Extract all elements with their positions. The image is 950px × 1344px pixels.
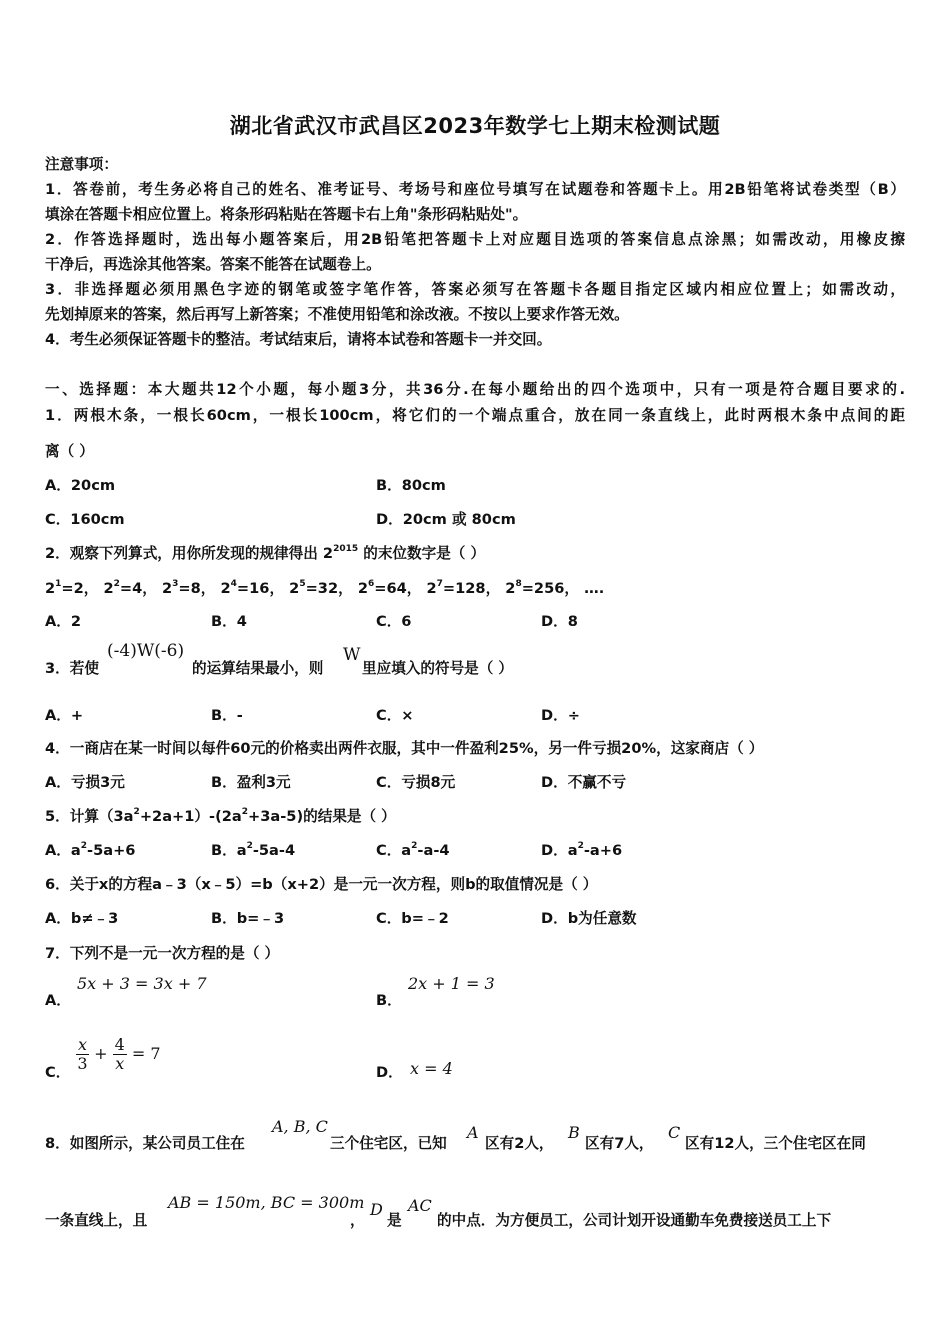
- seq-term: $2^6=64$，: [357, 579, 422, 597]
- seq-term: $2^8=256$，: [505, 579, 579, 597]
- seq-term: $2^7=128$，: [426, 579, 501, 597]
- q8-line2-b: ，: [350, 1212, 365, 1229]
- seq-term: $2^5=32$，: [289, 579, 353, 597]
- q8-A: A: [467, 1123, 479, 1142]
- q8-text-4: 区有7人，: [585, 1135, 654, 1152]
- q6-option-c: C．b=﹣2: [376, 910, 449, 927]
- q5-stem: 5．计算$(3a^2+2a+1)-(2a^2+3a-5)$的结果是（ ）: [45, 807, 396, 825]
- q2-exponent: 2015: [333, 544, 359, 554]
- q2-option-a: A．2: [45, 613, 82, 630]
- q8-line2-c: 是: [387, 1212, 402, 1229]
- seq-term: $2^1=2$，: [45, 579, 99, 597]
- q8-condition: AB = 150m, BC = 300m: [168, 1193, 365, 1212]
- q8-text-1: 8．如图所示，某公司员工住在: [45, 1135, 245, 1152]
- q3-w-symbol: W: [343, 645, 361, 665]
- q3-option-d: D．÷: [541, 707, 580, 724]
- section-heading: 一、选择题：本大题共12个小题，每小题3分，共36分.在每小题给出的四个选项中，只有一项是符合题目要求的.: [45, 381, 905, 398]
- seq-term: $2^3=8$，: [162, 579, 216, 597]
- notice-line-1: 1．答卷前，考生务必将自己的姓名、准考证号、考场号和座位号填写在试题卷和答题卡上。用2B铅笔将试卷类型（B）: [45, 181, 905, 198]
- q5-option-d: D．$a^2-a+6$: [541, 841, 623, 859]
- q3-expression: (-4)W(-6): [107, 641, 185, 661]
- q8-text-3: 区有2人，: [485, 1135, 554, 1152]
- q2-option-c: C．6: [376, 613, 412, 630]
- notice-line-2: 填涂在答题卡相应位置上。将条形码粘贴在答题卡右上角"条形码粘贴处"。: [45, 206, 528, 223]
- q3-option-c: C．×: [376, 707, 414, 724]
- seq-term: $2^4=16$，: [220, 579, 285, 597]
- notice-line-5: 3．非选择题必须用黑色字迹的钢笔或签字笔作答，答案必须写在答题卡各题目指定区域内相应位置上；如需改动，: [45, 281, 905, 298]
- notice-line-6: 先划掉原来的答案，然后再写上新答案；不准使用铅笔和涂改液。不按以上要求作答无效。: [45, 306, 629, 323]
- q8-C: C: [668, 1123, 681, 1142]
- q7-option-c-label: C．: [45, 1064, 71, 1081]
- q2-option-d: D．8: [541, 613, 578, 630]
- q1-stem-line-2: 离（ ）: [45, 443, 94, 460]
- q8-text-2: 三个住宅区，已知: [330, 1135, 447, 1152]
- q2-option-b: B．4: [211, 613, 247, 630]
- q7-option-d-expr: x = 4: [410, 1059, 453, 1078]
- q4-option-b: B．盈利3元: [211, 774, 291, 791]
- q5-option-a: A．$a^2-5a+6$: [45, 841, 136, 859]
- q3-stem-c: 里应填入的符号是（ ）: [362, 660, 514, 677]
- q5-option-c: C．$a^2-a-4$: [376, 841, 450, 859]
- q1-option-d: D．20cm 或 80cm: [376, 511, 516, 528]
- q1-option-b: B．80cm: [376, 477, 446, 494]
- q4-option-a: A．亏损3元: [45, 774, 125, 791]
- q1-option-c: C．160cm: [45, 511, 125, 528]
- q6-option-b: B．b=﹣3: [211, 910, 285, 927]
- notice-line-3: 2．作答选择题时，选出每小题答案后，用2B铅笔把答题卡上对应题目选项的答案信息点涂黑；如需改动，用橡皮擦: [45, 231, 905, 248]
- q7-stem: 7．下列不是一元一次方程的是（ ）: [45, 945, 280, 962]
- q6-option-d: D．b为任意数: [541, 910, 637, 927]
- q8-abc: A, B, C: [272, 1117, 328, 1136]
- q8-D: D: [370, 1200, 383, 1219]
- notice-heading: 注意事项：: [45, 156, 118, 173]
- q7-option-d-label: D．: [376, 1064, 403, 1081]
- q8-AC: AC: [408, 1196, 432, 1215]
- q7-option-b-expr: 2x + 1 = 3: [408, 974, 495, 993]
- q1-stem-line-1: 1．两根木条，一根长60cm，一根长100cm，将它们的一个端点重合，放在同一条直线上，此时两根木条中点间的距: [45, 407, 905, 424]
- notice-line-7: 4．考生必须保证答题卡的整洁。考试结束后，请将本试卷和答题卡一并交回。: [45, 331, 552, 348]
- seq-term: $2^2=4$，: [103, 579, 157, 597]
- seq-ellipsis: ….: [584, 580, 605, 597]
- q8-line2-a: 一条直线上，且: [45, 1212, 148, 1229]
- q5-option-b: B．$a^2-5a-4$: [211, 841, 296, 859]
- q4-option-c: C．亏损8元: [376, 774, 456, 791]
- q7-option-b-label: B．: [376, 992, 402, 1009]
- q8-line2-d: 的中点．为方便员工，公司计划开设通勤车免费接送员工上下: [437, 1212, 832, 1229]
- q6-option-a: A．b≠﹣3: [45, 910, 119, 927]
- q4-option-d: D．不赢不亏: [541, 774, 627, 791]
- exam-title: 湖北省武汉市武昌区2023年数学七上期末检测试题: [229, 114, 721, 138]
- q2-sequence: [45, 577, 604, 598]
- q3-option-a: A．+: [45, 707, 84, 724]
- q7-option-a-label: A．: [45, 992, 71, 1009]
- q3-stem-a: 3．若使: [45, 660, 99, 677]
- q2-stem: 2．观察下列算式，用你所发现的规律得出 $2^{2015}$ 的末位数字是（ ）: [45, 544, 486, 562]
- q1-option-a: A．20cm: [45, 477, 116, 494]
- q7-option-a-expr: 5x + 3 = 3x + 7: [77, 974, 207, 993]
- q4-stem: 4．一商店在某一时间以每件60元的价格卖出两件衣服，其中一件盈利25%，另一件亏损20%，这家商店（ ）: [45, 740, 764, 757]
- q8-text-5: 区有12人，三个住宅区在同: [685, 1135, 866, 1152]
- q7-option-c-expr: $\frac{x}{3}$ + $\frac{4}{x}$ = 7: [77, 1035, 161, 1073]
- q8-B: B: [568, 1123, 580, 1142]
- q3-stem-b: 的运算结果最小，则: [192, 660, 324, 677]
- q6-stem: 6．关于x的方程a﹣3（x﹣5）=b（x+2）是一元一次方程，则b的取值情况是（ ）: [45, 876, 598, 893]
- q3-option-b: B．-: [211, 707, 243, 724]
- notice-line-4: 干净后，再选涂其他答案。答案不能答在试题卷上。: [45, 256, 381, 273]
